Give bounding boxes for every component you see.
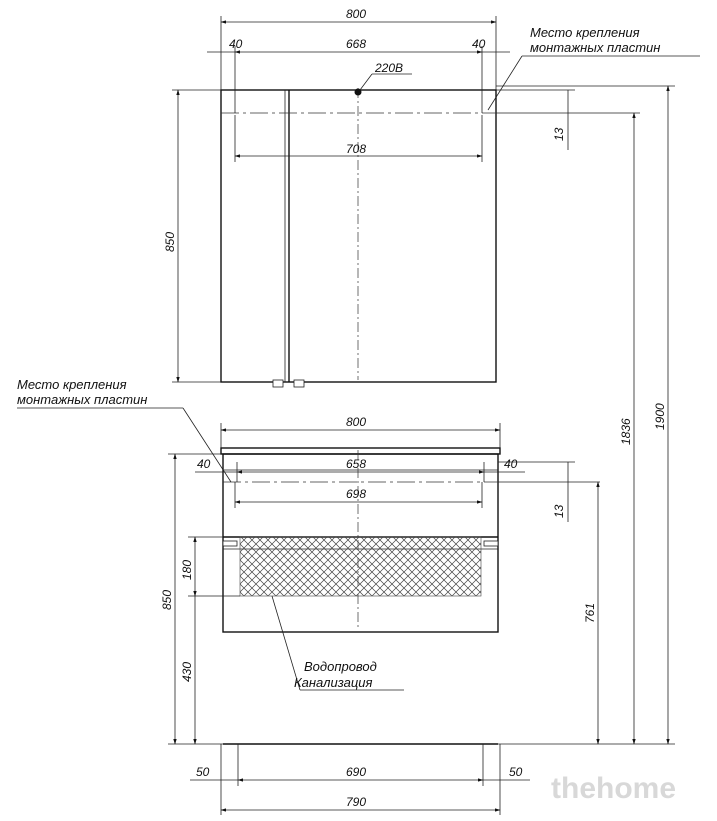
watermark-logo: thehome: [551, 772, 677, 805]
dim-vanity-lower-label: 430: [180, 661, 194, 682]
dim-top-plate-height: 13: [552, 127, 566, 141]
dim-base-offset-right: 50: [509, 765, 523, 779]
dim-top-plate-span: 668: [346, 37, 367, 51]
dim-top-inner-label: 708: [346, 142, 367, 156]
vanity-handle-left: [223, 541, 237, 546]
dim-vanity-plate-height: 13: [552, 504, 566, 518]
dim-vanity-height-label: 850: [160, 589, 174, 610]
dim-vanity-plate-span: 658: [346, 457, 367, 471]
pipe-label-line1: Водопровод: [304, 659, 377, 674]
dim-vanity-offset-left: 40: [197, 457, 211, 471]
dim-top-800: [221, 16, 496, 90]
vanity-handle-right: [484, 541, 498, 546]
top-mount-note-line1: Место крепления: [530, 25, 640, 40]
vanity-countertop: [221, 448, 500, 454]
dim-vanity-13: [498, 462, 600, 522]
dim-vanity-drawer-label: 180: [180, 559, 194, 580]
dim-top-width-label: 800: [346, 7, 367, 21]
dim-vanity-offset-right: 40: [504, 457, 518, 471]
plumbing-zone-hatch: [240, 537, 481, 596]
dim-overall-1836: 1836: [619, 418, 633, 445]
top-cabinet-body: [221, 90, 496, 382]
dim-vanity-heights: [168, 454, 240, 744]
dim-base-span: 690: [346, 765, 367, 779]
vanity-mount-note-line1: Место крепления: [17, 377, 127, 392]
top-cabinet: [221, 88, 496, 387]
dim-top-plate: [207, 46, 510, 113]
dim-top-offset-right: 40: [472, 37, 486, 51]
dim-base-offset-left: 50: [196, 765, 210, 779]
top-cabinet-hinge-2: [294, 380, 304, 387]
dim-overall: [496, 86, 675, 744]
dim-vanity-761-label: 761: [583, 602, 597, 623]
dim-top-offset-left: 40: [229, 37, 243, 51]
dim-overall-1900: 1900: [653, 403, 667, 430]
pipe-label-line2: Канализация: [294, 675, 373, 690]
top-mount-note-line2: монтажных пластин: [530, 40, 661, 55]
dim-base-width-label: 790: [346, 795, 367, 809]
power-label: 220В: [375, 61, 404, 75]
dim-top-height: [172, 90, 221, 382]
dim-vanity-width-label: 800: [346, 415, 367, 429]
dim-vanity-inner-label: 698: [346, 487, 367, 501]
dim-top-height-label: 850: [163, 231, 177, 252]
vanity-mount-note-line2: монтажных пластин: [17, 392, 148, 407]
top-cabinet-hinge: [273, 380, 283, 387]
